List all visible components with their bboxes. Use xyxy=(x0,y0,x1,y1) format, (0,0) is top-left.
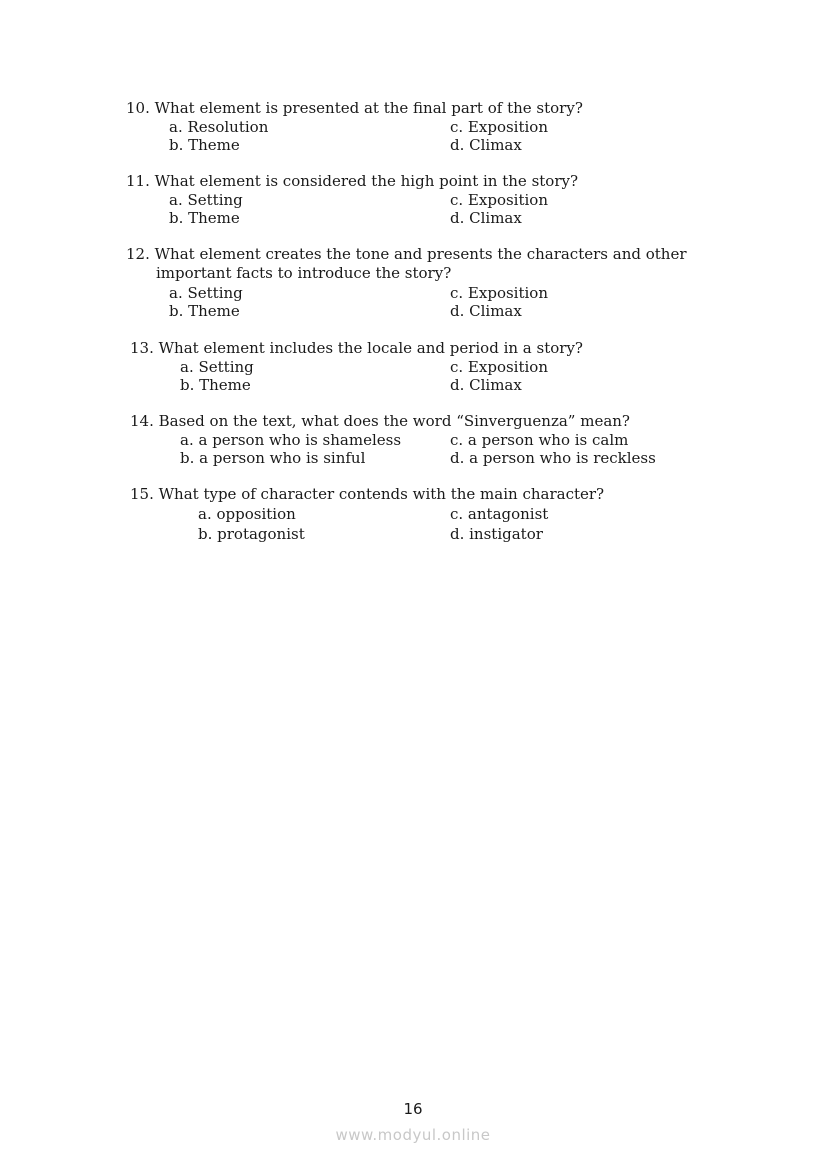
question-12-option-a: a. Setting xyxy=(169,284,243,302)
question-11-option-c: c. Exposition xyxy=(450,191,548,209)
question-10-option-d: d. Climax xyxy=(450,136,522,154)
question-10-option-b: b. Theme xyxy=(169,136,240,154)
question-13-option-b: b. Theme xyxy=(180,376,251,394)
question-14-option-d: d. a person who is reckless xyxy=(450,449,656,467)
question-10-option-c: c. Exposition xyxy=(450,118,548,136)
question-11-option-a: a. Setting xyxy=(169,191,243,209)
question-13-option-a: a. Setting xyxy=(180,358,254,376)
question-15-option-a: a. opposition xyxy=(198,505,296,523)
question-12-option-c: c. Exposition xyxy=(450,284,548,302)
question-11-text: 11. What element is considered the high point in the story? xyxy=(126,172,579,190)
watermark: www.modyul.online xyxy=(335,1126,491,1144)
question-13-text: 13. What element includes the locale and period in a story? xyxy=(130,339,583,357)
question-14-option-b: b. a person who is sinful xyxy=(180,449,366,467)
page-number: 16 xyxy=(403,1100,423,1118)
question-15-option-d: d. instigator xyxy=(450,525,543,543)
question-13-option-c: c. Exposition xyxy=(450,358,548,376)
question-12-option-d: d. Climax xyxy=(450,302,522,320)
question-12-option-b: b. Theme xyxy=(169,302,240,320)
question-14-option-c: c. a person who is calm xyxy=(450,431,629,449)
question-15-option-c: c. antagonist xyxy=(450,505,549,523)
question-14-text: 14. Based on the text, what does the word “Sinverguenza” mean? xyxy=(130,412,630,430)
question-11-option-d: d. Climax xyxy=(450,209,522,227)
question-10-option-a: a. Resolution xyxy=(169,118,269,136)
question-12-text-continued: important facts to introduce the story? xyxy=(156,264,452,282)
question-12-text: 12. What element creates the tone and presents the characters and other xyxy=(126,245,687,263)
question-11-option-b: b. Theme xyxy=(169,209,240,227)
question-15-option-b: b. protagonist xyxy=(198,525,305,543)
question-15-text: 15. What type of character contends with the main character? xyxy=(130,485,605,503)
question-10-text: 10. What element is presented at the final part of the story? xyxy=(126,99,583,117)
question-14-option-a: a. a person who is shameless xyxy=(180,431,402,449)
question-13-option-d: d. Climax xyxy=(450,376,522,394)
